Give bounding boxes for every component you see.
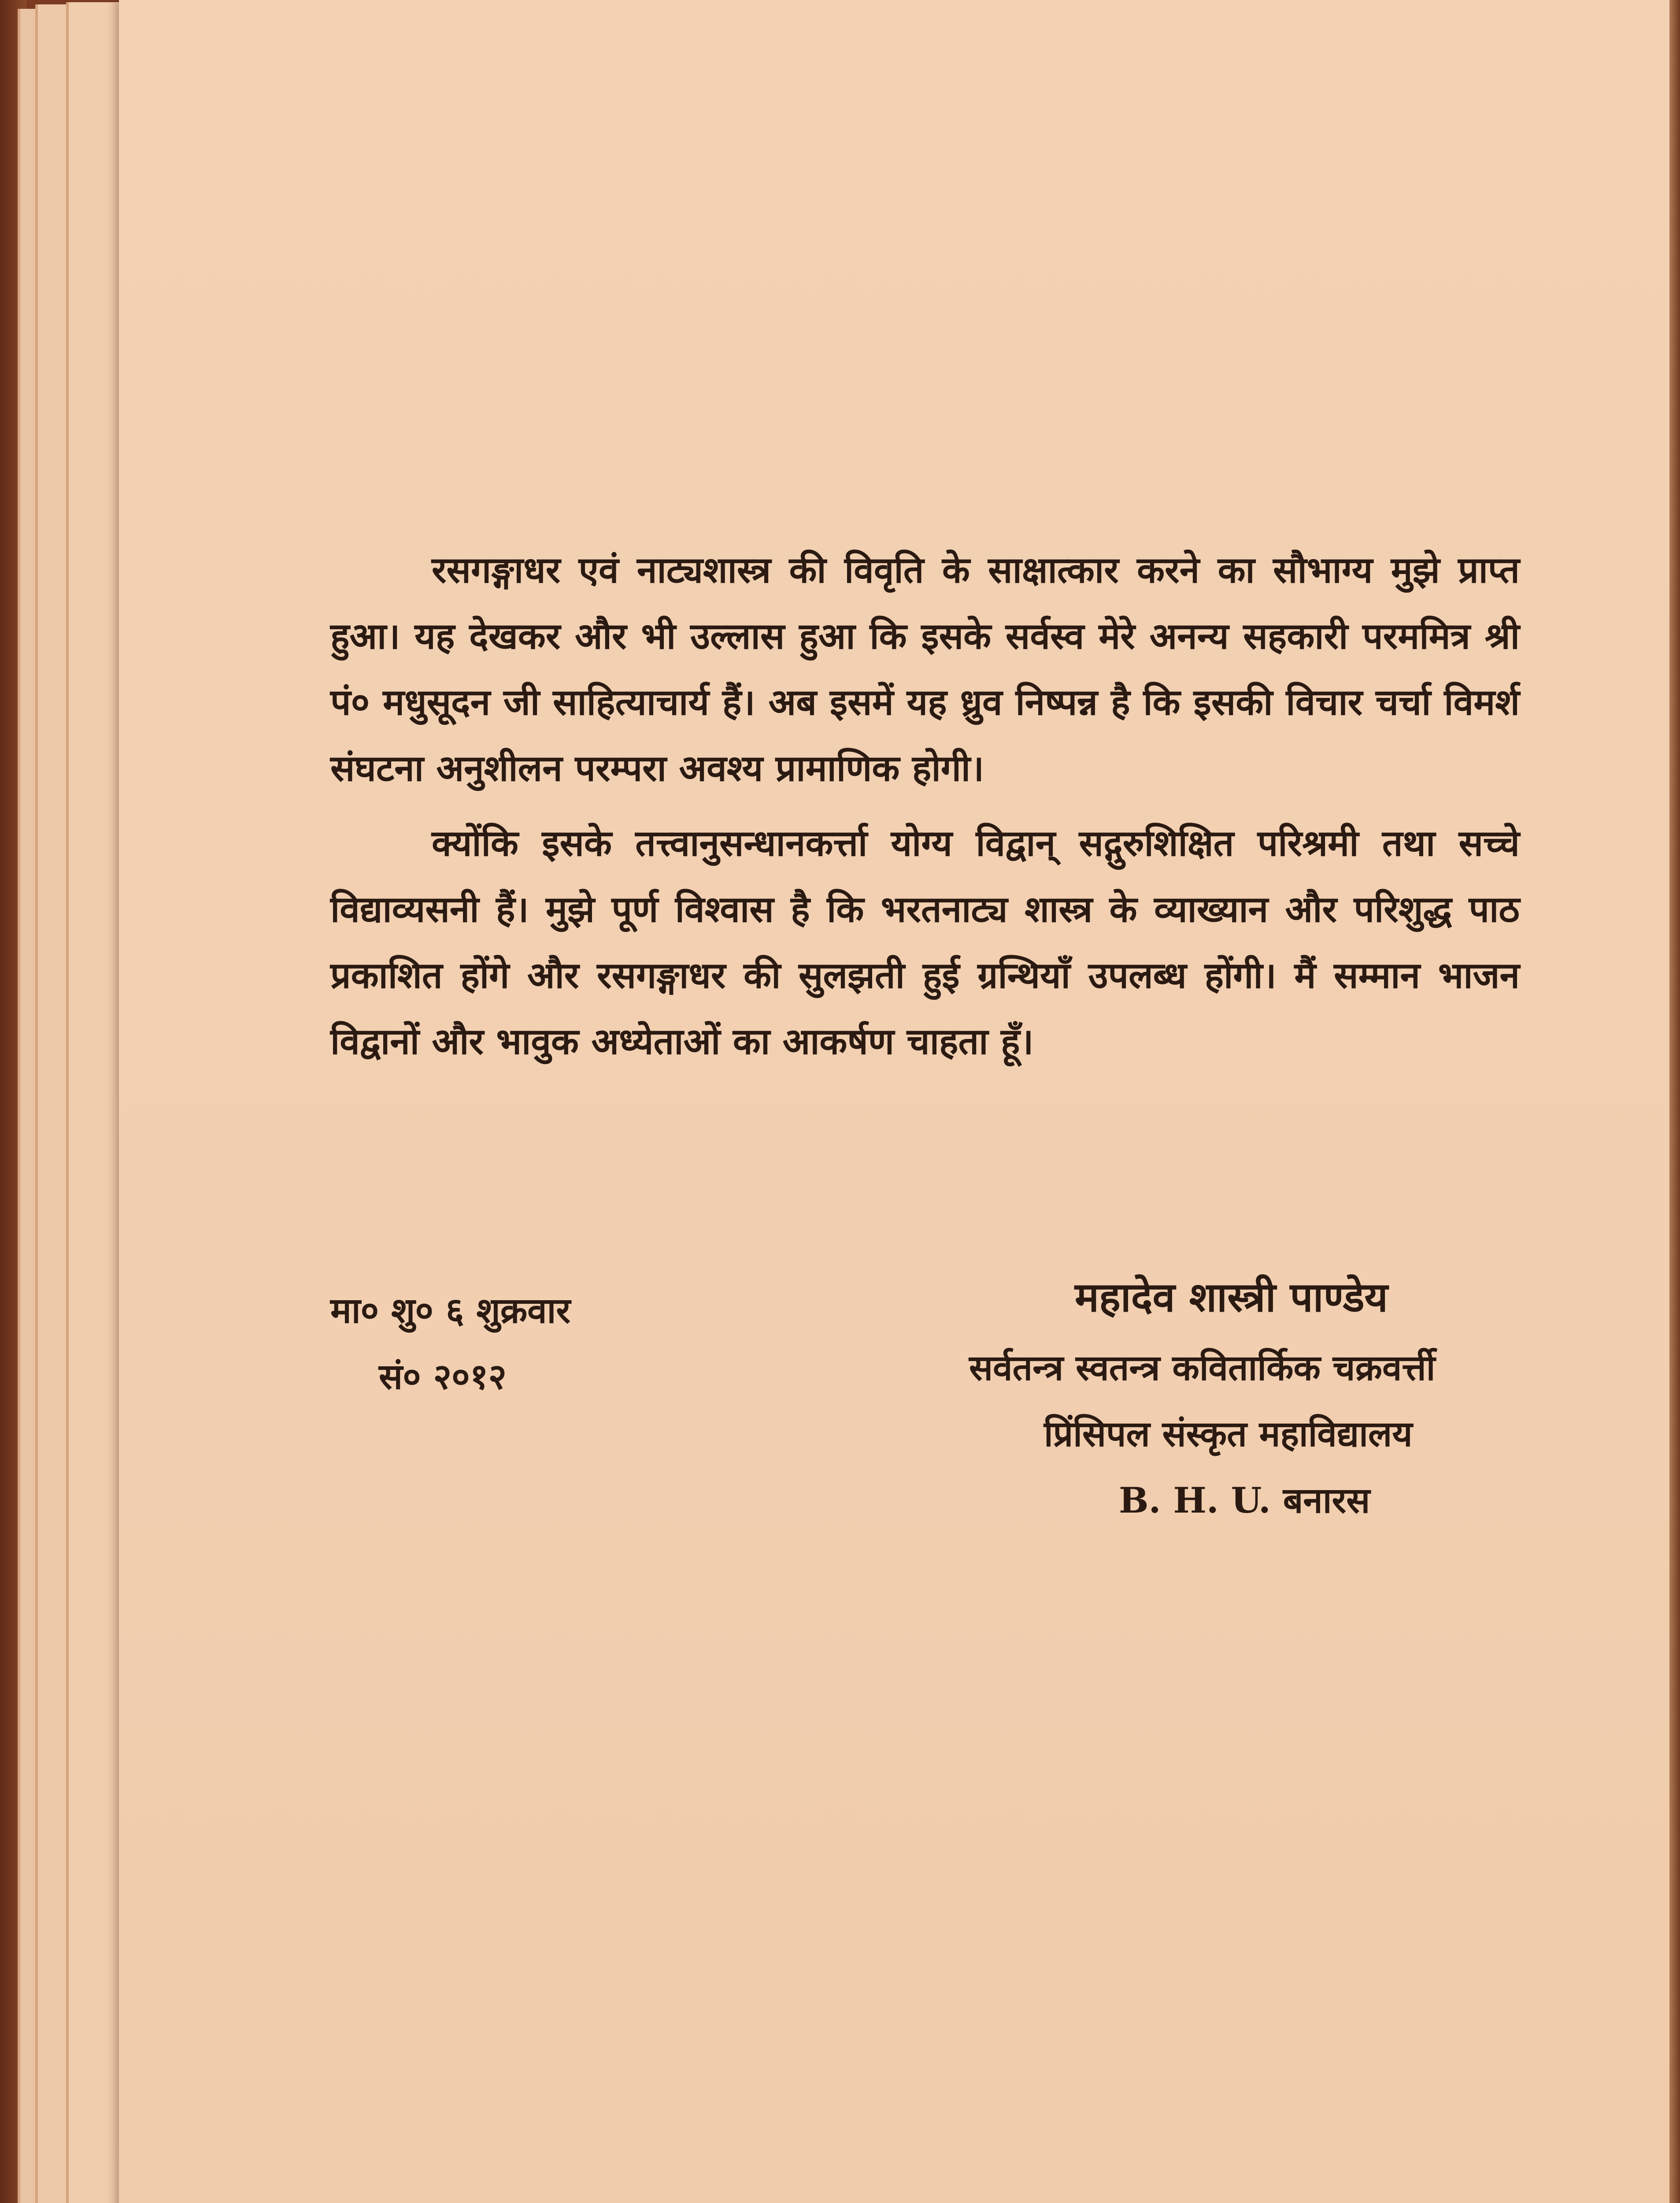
foreword-body bbox=[330, 538, 1520, 1075]
signatory-role: प्रिंसिपल संस्कृत महाविद्यालय bbox=[1044, 1413, 1413, 1454]
date-line-1: मा० शु० ६ शुक्रवार bbox=[330, 1290, 571, 1331]
signatory-title: सर्वतन्त्र स्वतन्त्र कवितार्किक चक्रवर्त्ती bbox=[969, 1347, 1436, 1388]
book-page bbox=[119, 0, 1669, 2203]
signatory-place: B. H. U. बनारस bbox=[1119, 1480, 1370, 1521]
signature-block bbox=[969, 1260, 1542, 1533]
paragraph-2: क्योंकि इसके तत्त्वानुसन्धानकर्त्ता योग्य विद्वान् सद्गुरुशिक्षित परिश्रमी तथा सच्चे विद्याव्यसनी हैं। मुझे पूर्ण विश्वास है कि भरतनाट्य शास्त्र के व्याख्यान और परिशुद्ध पाठ प्रकाशित होंगे और रसगङ्गाधर की सुलझती हुई ग्रन्थियाँ उपलब्ध होंगी। मैं सम्मान भाजन विद्वानों और भावुक अध्येताओं का आकर्षण चाहता हूँ। bbox=[330, 823, 1520, 1063]
date-line-2: सं० २०१२ bbox=[379, 1356, 507, 1397]
date-block bbox=[330, 1278, 570, 1410]
signatory-name: महादेव शास्त्री पाण्डेय bbox=[1075, 1274, 1388, 1321]
page-right-edge bbox=[1669, 0, 1680, 2203]
paragraph-1: रसगङ्गाधर एवं नाट्यशास्त्र की विवृति के साक्षात्कार करने का सौभाग्य मुझे प्राप्त हुआ। यह देखकर और भी उल्लास हुआ कि इसके सर्वस्व मेरे अनन्य सहकारी परममित्र श्री पं० मधुसूदन जी साहित्याचार्य हैं। अब इसमें यह ध्रुव निष्पन्न है कि इसकी विचार चर्चा विमर्श संघटना अनुशीलन परम्परा अवश्य प्रामाणिक होगी। bbox=[330, 549, 1520, 790]
